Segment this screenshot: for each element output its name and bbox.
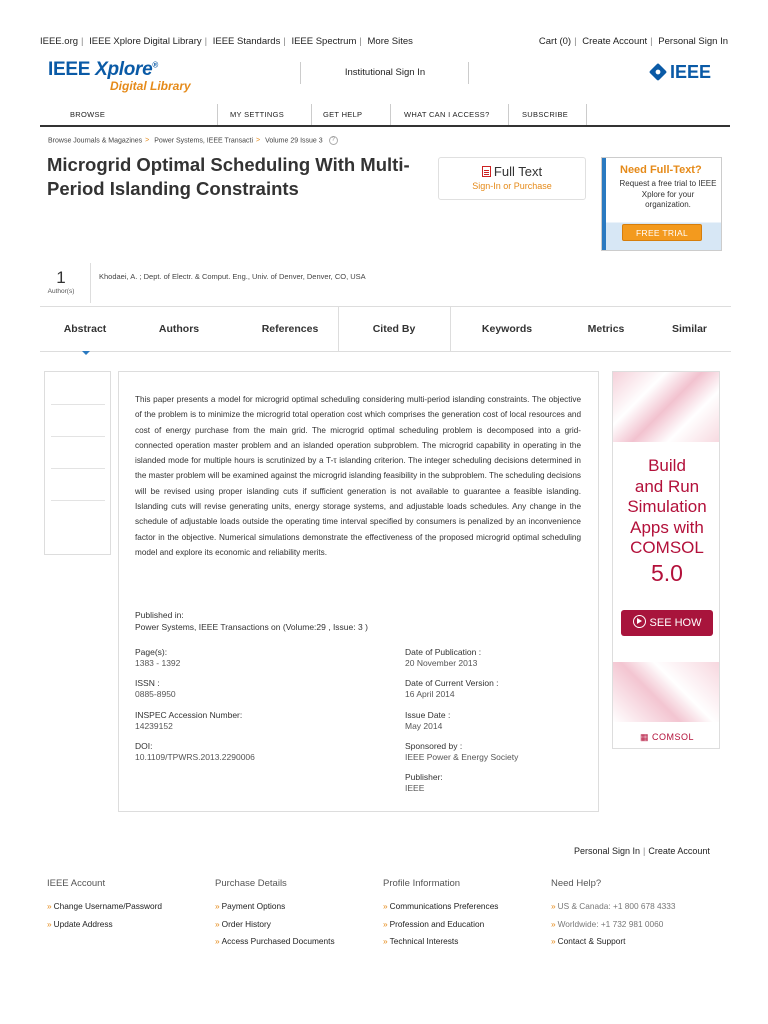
meta-publisher xyxy=(405,772,443,794)
nav-divider xyxy=(586,104,587,125)
footer-create-account[interactable]: Create Account xyxy=(648,846,710,856)
more-sites-link[interactable]: More Sites xyxy=(367,36,413,47)
sign-in-or-purchase-link[interactable]: Sign-In or Purchase xyxy=(472,181,552,191)
see-how-label: SEE HOW xyxy=(649,617,702,629)
author-count-number: 1 xyxy=(56,268,66,287)
active-tab-indicator xyxy=(82,351,90,355)
footer-link[interactable]: » Access Purchased Documents xyxy=(215,936,335,946)
footer-col-ieee-account xyxy=(47,878,212,933)
utility-links-right: Cart (0) | Create Account | Personal Sign In xyxy=(538,36,728,47)
published-in-label: Published in: xyxy=(135,610,184,620)
full-text-box[interactable] xyxy=(438,157,586,200)
footer-link[interactable]: » Contact & Support xyxy=(551,936,626,946)
comsol-advertisement[interactable] xyxy=(612,371,720,749)
side-tool-divider xyxy=(51,500,105,501)
doi-link[interactable]: 10.1109/TPWRS.2013.2290006 xyxy=(135,752,255,762)
promo-stripe xyxy=(602,158,606,250)
article-side-tools xyxy=(44,371,111,555)
meta-key: Page(s): xyxy=(135,647,168,657)
nav-divider xyxy=(508,104,509,125)
meta-doi xyxy=(135,741,255,763)
author-divider xyxy=(90,263,91,303)
abstract-text: This paper presents a model for microgrid optimal scheduling considering multi-period islanding constraints. The objective of the problem is to minimize the microgrid total operation cost which comprises the generation cost of local resources and cost of energy purchase from the main grid. The microgrid optimal scheduling problem is decomposed into a grid-connected operation master problem and an islanded operation subproblem. The microgrid capability in operating in the islanded mode for multiple hours is scrutinized by a T-τ islanding criterion. The integer scheduling decisions determined in the master problem will be examined against the microgrid islanding feasibility in the subproblem. The scheduling decisions will be revised using proper islanding cuts if sufficient generation is not available to guarantee a feasible islanding. Islanding cuts will revise generating units, energy storage systems, and adjustable loads schedules. Any change in the schedule of adjustable loads outside the operating time interval specified by consumers is penalized by an inconvenience factor in the objective. Numerical simulations demonstrate the effectiveness of the proposed microgrid optimal scheduling model and explore its economic and reliability merits. xyxy=(135,395,581,557)
side-tool-divider xyxy=(51,404,105,405)
play-icon xyxy=(633,615,646,628)
ad-decoration xyxy=(613,662,720,722)
footer-heading: Profile Information xyxy=(383,878,461,889)
footer-phone-worldwide: » Worldwide: +1 732 981 0060 xyxy=(551,918,664,929)
meta-issue-date xyxy=(405,710,450,732)
page-title: Microgrid Optimal Scheduling With Multi-Period Islanding Constraints xyxy=(47,154,410,199)
footer-col-purchase-details xyxy=(215,878,380,951)
article-tabs xyxy=(40,306,731,352)
footer-link[interactable]: » Technical Interests xyxy=(383,936,459,946)
comsol-brand: ▦ COMSOL xyxy=(639,732,695,742)
ad-line: and Run xyxy=(634,476,700,496)
nav-get-help[interactable]: GET HELP xyxy=(323,110,363,119)
ad-line: Build xyxy=(648,456,686,475)
tab-abstract[interactable]: Abstract xyxy=(63,323,107,335)
meta-key: Date of Publication : xyxy=(405,647,482,657)
meta-value: 20 November 2013 xyxy=(405,658,478,668)
published-in-value[interactable]: Power Systems, IEEE Transactions on (Volume:29 , Issue: 3 ) xyxy=(135,622,368,632)
cart-link[interactable]: Cart (0) xyxy=(538,36,572,47)
meta-value: 14239152 xyxy=(135,721,173,731)
breadcrumb: Browse Journals & Magazines > Power Systems, IEEE Transacti > Volume 29 Issue 3 ? xyxy=(48,136,338,145)
nav-divider xyxy=(217,104,218,125)
footer-link[interactable]: » Update Address xyxy=(47,918,113,929)
meta-key: Sponsored by : xyxy=(405,741,463,751)
meta-issn xyxy=(135,678,176,700)
nav-my-settings[interactable]: MY SETTINGS xyxy=(230,110,285,119)
footer-phone-us: » US & Canada: +1 800 678 4333 xyxy=(551,901,676,911)
utility-links-left: IEEE.org | IEEE Xplore Digital Library | IEEE Standards | IEEE Spectrum | More Sites xyxy=(40,36,413,47)
footer-link[interactable]: » Change Username/Password xyxy=(47,901,162,911)
ieee-diamond-icon xyxy=(649,63,667,81)
logo-brand: IEEE xyxy=(48,59,91,80)
meta-inspec xyxy=(135,710,242,732)
ieee-logo[interactable] xyxy=(650,62,720,84)
logo-subtitle: Digital Library xyxy=(110,79,191,93)
tab-similar[interactable]: Similar xyxy=(671,323,708,335)
see-how-button[interactable] xyxy=(621,610,713,636)
header-divider xyxy=(468,62,469,84)
meta-key: ISSN : xyxy=(135,678,160,688)
meta-key: Date of Current Version : xyxy=(405,678,499,688)
ad-line: Simulation xyxy=(627,497,707,516)
breadcrumb-item[interactable]: Browse Journals & Magazines xyxy=(48,137,143,145)
meta-key: Publisher: xyxy=(405,772,443,782)
help-icon[interactable]: ? xyxy=(329,136,338,145)
footer-heading: Purchase Details xyxy=(215,878,287,889)
spectrum-link[interactable]: IEEE Spectrum xyxy=(291,36,357,47)
ad-version: 5.0 xyxy=(651,560,683,586)
ad-headline xyxy=(613,456,720,559)
author-count-label: Author(s) xyxy=(47,288,75,295)
tab-authors[interactable]: Authors xyxy=(158,323,200,335)
footer-col-profile-information xyxy=(383,878,548,951)
ieee-xplore-logo[interactable] xyxy=(48,59,208,99)
footer-link[interactable]: » Payment Options xyxy=(215,901,286,911)
nav-divider xyxy=(311,104,312,125)
free-trial-promo xyxy=(601,157,722,251)
side-tool-divider xyxy=(51,436,105,437)
meta-date-publication xyxy=(405,647,481,669)
header-divider xyxy=(300,62,301,84)
promo-body: Request a free trial to IEEE Xplore for your organization. xyxy=(619,179,717,209)
standards-link[interactable]: IEEE Standards xyxy=(212,36,281,47)
meta-value: 1383 - 1392 xyxy=(135,658,181,668)
ad-line: COMSOL xyxy=(630,538,704,557)
institutional-sign-in-link[interactable]: Institutional Sign In xyxy=(344,67,426,78)
tab-metrics[interactable]: Metrics xyxy=(587,323,625,335)
logo-xplore: Xplore xyxy=(95,59,153,80)
ieee-org-link[interactable]: IEEE.org xyxy=(40,36,79,47)
sponsor-link[interactable]: IEEE Power & Energy Society xyxy=(405,752,519,762)
xplore-link[interactable]: IEEE Xplore Digital Library xyxy=(89,36,202,47)
ieee-logo-text: IEEE xyxy=(670,62,712,82)
footer-col-need-help xyxy=(551,878,716,951)
meta-pages xyxy=(135,647,180,669)
ad-line: Apps with xyxy=(630,517,704,537)
publisher-link[interactable]: IEEE xyxy=(405,783,425,793)
tab-keywords[interactable]: Keywords xyxy=(481,323,533,335)
nav-browse[interactable]: BROWSE xyxy=(70,110,106,119)
footer-link[interactable]: » Order History xyxy=(215,918,271,929)
utility-bar xyxy=(40,36,730,50)
free-trial-button[interactable]: FREE TRIAL xyxy=(622,224,702,241)
author-affiliation[interactable]: Khodaei, A. ; Dept. of Electr. & Comput. Eng., Univ. of Denver, Denver, CO, USA xyxy=(99,272,366,281)
footer-heading: IEEE Account xyxy=(47,878,106,889)
meta-current-version xyxy=(405,678,499,700)
meta-key: INSPEC Accession Number: xyxy=(135,710,243,720)
meta-value: 0885-8950 xyxy=(135,689,176,699)
abstract-panel xyxy=(118,371,599,812)
pdf-icon xyxy=(482,166,491,177)
promo-heading: Need Full-Text? xyxy=(620,164,702,176)
breadcrumb-item[interactable]: Power Systems, IEEE Transacti xyxy=(154,137,254,145)
ad-decoration xyxy=(613,372,720,442)
footer-link[interactable]: » Profession and Education xyxy=(383,918,485,929)
meta-key: DOI: xyxy=(135,741,153,751)
meta-key: Issue Date : xyxy=(405,710,451,720)
main-nav xyxy=(40,104,730,127)
footer-personal-sign-in[interactable]: Personal Sign In xyxy=(574,846,641,856)
nav-divider xyxy=(390,104,391,125)
meta-value: 16 April 2014 xyxy=(405,689,455,699)
comsol-brand-text: COMSOL xyxy=(652,732,695,742)
side-tool-divider xyxy=(51,468,105,469)
nav-subscribe[interactable]: SUBSCRIBE xyxy=(522,110,569,119)
footer-account-links: Personal Sign In | Create Account xyxy=(574,846,710,856)
tab-references[interactable]: References xyxy=(261,323,319,335)
footer-link[interactable]: » Communications Preferences xyxy=(383,901,499,911)
published-in xyxy=(135,610,368,632)
nav-what-can-i-access[interactable]: WHAT CAN I ACCESS? xyxy=(404,110,490,119)
meta-sponsored-by xyxy=(405,741,518,763)
footer-heading: Need Help? xyxy=(551,878,602,889)
logo-reg: ® xyxy=(152,60,159,70)
tab-cited-by[interactable]: Cited By xyxy=(372,323,416,335)
author-count xyxy=(40,268,82,295)
meta-value: May 2014 xyxy=(405,721,443,731)
full-text-label: Full Text xyxy=(493,164,543,179)
create-account-link[interactable]: Create Account xyxy=(582,36,648,47)
personal-sign-in-link[interactable]: Personal Sign In xyxy=(658,36,728,47)
breadcrumb-item[interactable]: Volume 29 Issue 3 xyxy=(265,137,323,145)
